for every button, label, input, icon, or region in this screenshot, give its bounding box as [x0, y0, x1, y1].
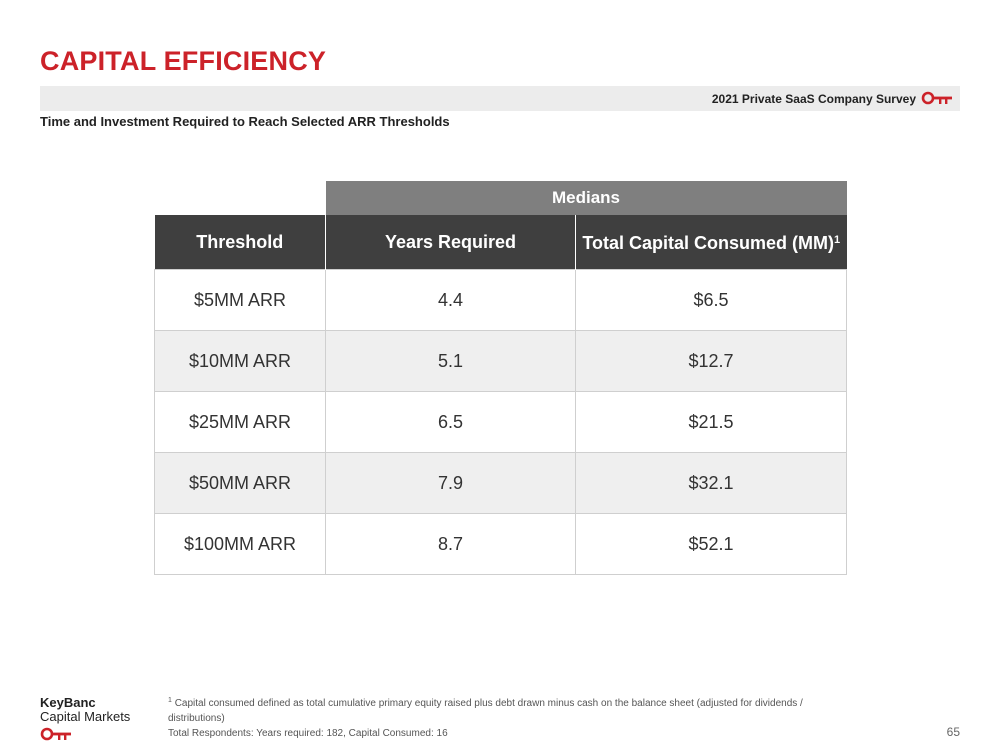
years-cell: 8.7 [326, 514, 576, 575]
logo-brand: KeyBanc [40, 695, 96, 710]
threshold-cell: $5MM ARR [155, 270, 326, 331]
survey-banner [40, 86, 960, 111]
years-cell: 5.1 [326, 331, 576, 392]
key-icon [921, 91, 955, 105]
respondents-note: Total Respondents: Years required: 182, Capital Consumed: 16 [168, 728, 448, 739]
medians-group-header: Medians [326, 181, 847, 215]
table-row [155, 392, 847, 453]
table-row [155, 331, 847, 392]
capital-cell: $21.5 [576, 392, 847, 453]
capital-cell: $52.1 [576, 514, 847, 575]
capital-cell: $32.1 [576, 453, 847, 514]
keybanc-logo [40, 696, 130, 724]
years-cell: 4.4 [326, 270, 576, 331]
years-cell: 7.9 [326, 453, 576, 514]
footnote-text: Capital consumed defined as total cumulative primary equity raised plus debt drawn minus cash on the balance sheet (adjusted for dividends / distributions) [168, 698, 803, 724]
table-row [155, 270, 847, 331]
years-cell: 6.5 [326, 392, 576, 453]
page-title: CAPITAL EFFICIENCY [40, 46, 327, 76]
threshold-cell: $100MM ARR [155, 514, 326, 575]
table-row [155, 453, 847, 514]
footnote-capital-definition [168, 693, 848, 726]
logo-subtitle: Capital Markets [40, 709, 131, 724]
column-header-total-capital [576, 215, 847, 270]
footnote-marker: 1 [168, 697, 172, 704]
blank-header-cell [155, 181, 326, 215]
key-icon [40, 727, 74, 741]
total-capital-label: Total Capital Consumed (MM) [582, 233, 835, 253]
footnote-marker: 1 [834, 234, 841, 246]
threshold-cell: $25MM ARR [155, 392, 326, 453]
table-row [155, 514, 847, 575]
chart-subtitle: Time and Investment Required to Reach Selected ARR Thresholds [40, 114, 450, 129]
capital-cell: $6.5 [576, 270, 847, 331]
survey-label: 2021 Private SaaS Company Survey [711, 92, 916, 106]
column-header-years-required: Years Required [326, 215, 576, 270]
column-header-threshold: Threshold [155, 215, 326, 270]
footnotes [168, 693, 848, 741]
capital-efficiency-table [154, 181, 847, 575]
capital-cell: $12.7 [576, 331, 847, 392]
threshold-cell: $50MM ARR [155, 453, 326, 514]
page-number: 65 [946, 725, 960, 739]
threshold-cell: $10MM ARR [155, 331, 326, 392]
